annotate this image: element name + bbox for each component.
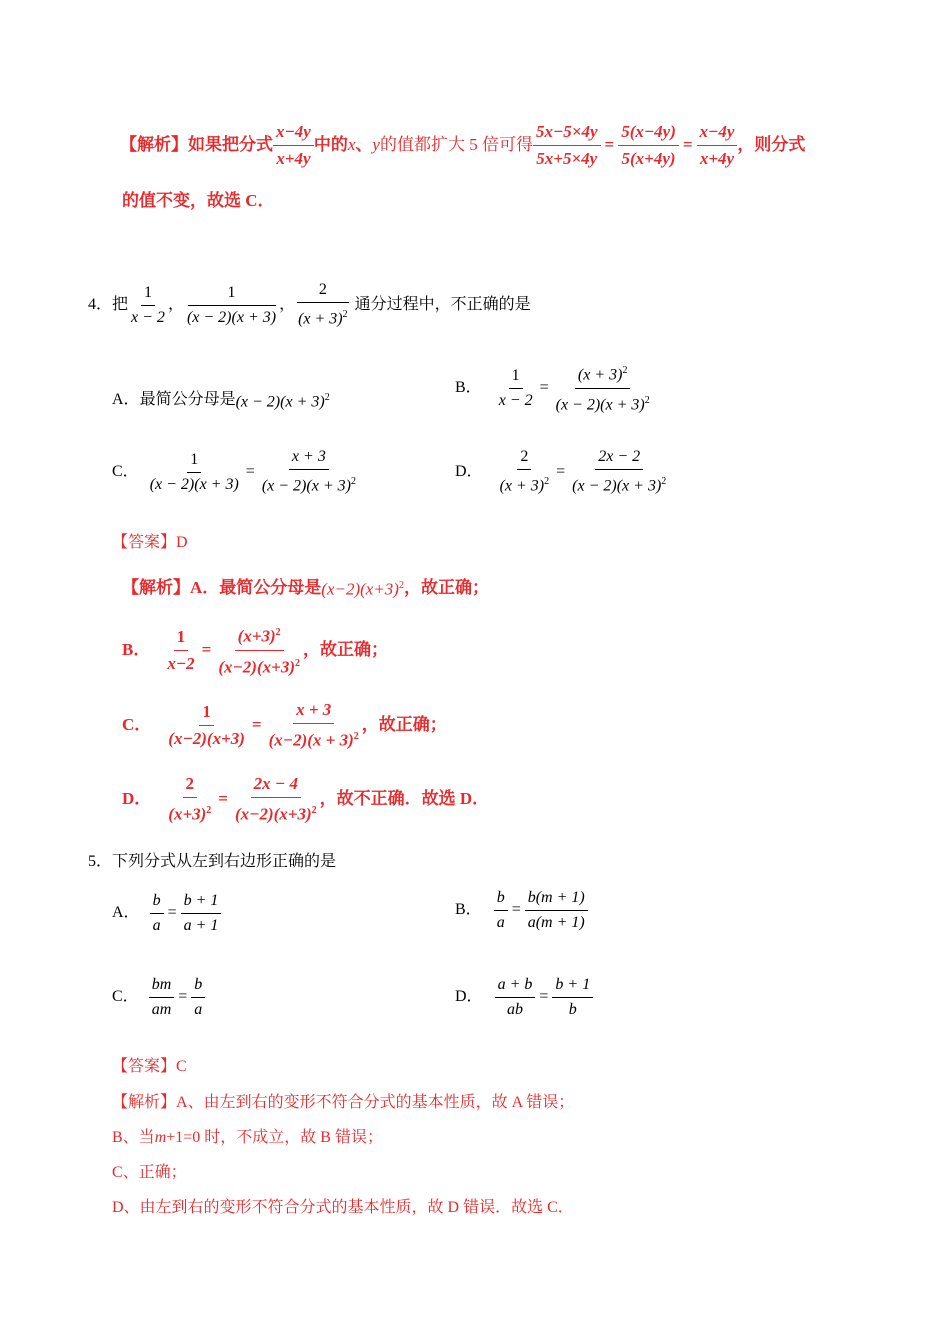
question-number: 5． [88,853,113,870]
q5-option-a[interactable]: A． $\frac{b}{a}$ = $\frac{b + 1}{a + 1}$ [112,888,221,938]
analysis-text: 如果把分式 [188,135,273,154]
option-label: C． [112,463,139,480]
analysis3-line2: 的值不变，故选 C． [122,191,275,210]
q4-analysis-d: D． $\frac{2}{(x+3)^2}$ = $\frac{2x - 4}{(x-2)(x+3)^2}$ ，故不正确．故选 D． [122,773,490,824]
var-y: y [372,135,380,154]
q4-analysis-b: B． $\frac{1}{x-2}$ = $\frac{(x+3)^2}{(x-2)(x+3)^2}$ ，故正确； [122,625,388,675]
q5-analysis-a [112,1093,574,1113]
q5-option-b[interactable]: B． $\frac{b}{a}$ = $\frac{b(m + 1)}{a(m + 1)}$ [455,885,588,935]
analysis3-line1 [120,120,805,170]
q4-analysis-a [122,575,489,601]
equals: = [604,135,615,154]
q5-analysis-d: D、由左到右的变形不符合分式的基本性质，故 D 错误．故选 C． [112,1199,574,1216]
fraction: $\frac{1}{x - 2}$ [498,366,533,409]
fraction: $\frac{b}{a}$ [494,888,508,933]
q4-stem [88,280,531,330]
analysis-text: 中的 [313,135,348,154]
option-expr: $(x - 2)(x + 3)^2$ [235,391,330,411]
fraction: $\frac{x + 3}{(x - 2)(x + 3)^2}$ [261,448,356,495]
analysis-text: A．最简公分母是 [190,578,322,597]
q4-option-c[interactable]: C． $\frac{1}{(x - 2)(x + 3)}$ = $\frac{x + 3}{(x - 2)(x + 3)^2}$ [112,447,359,497]
fraction: $\frac{b}{a}$ [150,891,164,936]
analysis-text: ，故正确； [302,640,388,659]
fraction: $\frac{2x - 2}{(x - 2)(x + 3)^2}$ [572,448,667,495]
option-label: D． [455,988,483,1005]
fraction: $\frac{2x - 4}{(x-2)(x+3)^2}$ [234,773,317,824]
analysis-text: ，故正确； [403,578,489,597]
fraction: $\frac{x-4y}{x+4y}$ [273,121,314,170]
fraction: $\frac{2}{(x+3)^2}$ [168,773,212,824]
separator: 、 [355,135,373,154]
fraction: $\frac{2}{(x + 3)^2}$ [499,448,550,495]
fraction: $\frac{(x + 3)^2}{(x - 2)(x + 3)^2}$ [553,361,653,415]
option-label: C． [122,715,152,734]
option-label: C． [112,988,139,1005]
fraction: $\frac{x + 3}{(x-2)(x + 3)^2}$ [268,699,359,750]
q4-option-d[interactable]: D． $\frac{2}{(x + 3)^2}$ = $\frac{2x - 2}{(x - 2)(x + 3)^2}$ [455,447,669,497]
option-label: D． [455,463,483,480]
analysis-text: A、由左到右的变形不符合分式的基本性质，故 A 错误； [176,1094,575,1111]
fraction: $\frac{1}{x-2}$ [167,626,195,673]
comma: ， [279,296,296,313]
question-number: 4． [88,296,113,313]
stem-text: 下列分式从左到右边形正确的是 [112,853,337,870]
fraction: $\frac{b + 1}{a + 1}$ [181,891,222,936]
fraction: $\frac{1}{(x-2)(x+3)}$ [168,701,245,748]
fraction: $\frac{5x-5\times 4y}{5x+5\times 4y}$ [533,121,601,170]
option-label: A． [112,904,140,921]
q5-stem [88,852,336,872]
analysis-label: 【解析】 [122,578,190,597]
fraction: $\frac{a + b}{ab}$ [495,975,536,1020]
analysis-expr: $(x-2)(x+3)^2$ [321,579,404,599]
option-label: B． [455,901,482,918]
stem-text: 把 [112,296,129,313]
analysis-text: ，故正确； [361,715,447,734]
comma: ， [167,296,184,313]
q4-option-a[interactable] [112,385,330,415]
analysis-text: +1=0 时，不成立，故 B 错误； [166,1129,383,1146]
analysis-text: ，故不正确．故选 D． [319,789,490,808]
analysis-label: 【解析】 [120,135,188,154]
q4-answer: 【答案】D [112,534,188,551]
q4-option-b[interactable]: B． $\frac{1}{x - 2}$ = $\frac{(x + 3)^2}{(x - 2)(x + 3)^2}$ [455,363,653,413]
analysis-text: 的值都扩大 5 倍可得 [379,135,533,154]
analysis-text: ，则分式 [737,135,806,154]
option-label: D． [122,789,152,808]
option-label: B． [122,640,151,659]
fraction: $\frac{(x+3)^2}{(x-2)(x+3)^2}$ [215,622,303,678]
fraction: $\frac{5(x-4y)}{5(x+4y)}$ [618,121,679,170]
fraction: $\frac{1}{x - 2}$ [131,283,165,326]
q5-answer: 【答案】C [112,1058,187,1075]
fraction: $\frac{1}{(x - 2)(x + 3)}$ [186,283,277,326]
analysis-label: 【解析】 [112,1094,177,1111]
stem-text: 通分过程中，不正确的是 [354,296,531,313]
fraction: $\frac{b}{a}$ [191,975,205,1020]
fraction: $\frac{2}{(x + 3)^2}$ [298,281,348,328]
q5-option-d[interactable]: D． $\frac{a + b}{ab}$ = $\frac{b + 1}{b}$ [455,972,593,1022]
q4-analysis-c: C． $\frac{1}{(x-2)(x+3)}$ = $\frac{x + 3}{(x-2)(x + 3)^2}$ ，故正确； [122,699,447,750]
q5-option-c[interactable]: C． $\frac{bm}{am}$ = $\frac{b}{a}$ [112,972,205,1022]
var-x: x [347,135,356,154]
option-label: A． [112,391,140,408]
fraction: $\frac{1}{(x - 2)(x + 3)}$ [149,450,239,493]
equals: = [682,135,693,154]
fraction: $\frac{x-4y}{x+4y}$ [697,121,738,170]
analysis-text: B、当 [112,1129,155,1146]
var-m: m [154,1129,167,1146]
fraction: $\frac{b(m + 1)}{a(m + 1)}$ [525,888,588,933]
q5-analysis-c: C、正确； [112,1164,187,1181]
q5-analysis-b [112,1128,383,1148]
option-label: B． [455,379,482,396]
fraction: $\frac{bm}{am}$ [149,975,175,1020]
option-text: 最简公分母是 [139,391,236,408]
fraction: $\frac{b + 1}{b}$ [552,975,593,1020]
